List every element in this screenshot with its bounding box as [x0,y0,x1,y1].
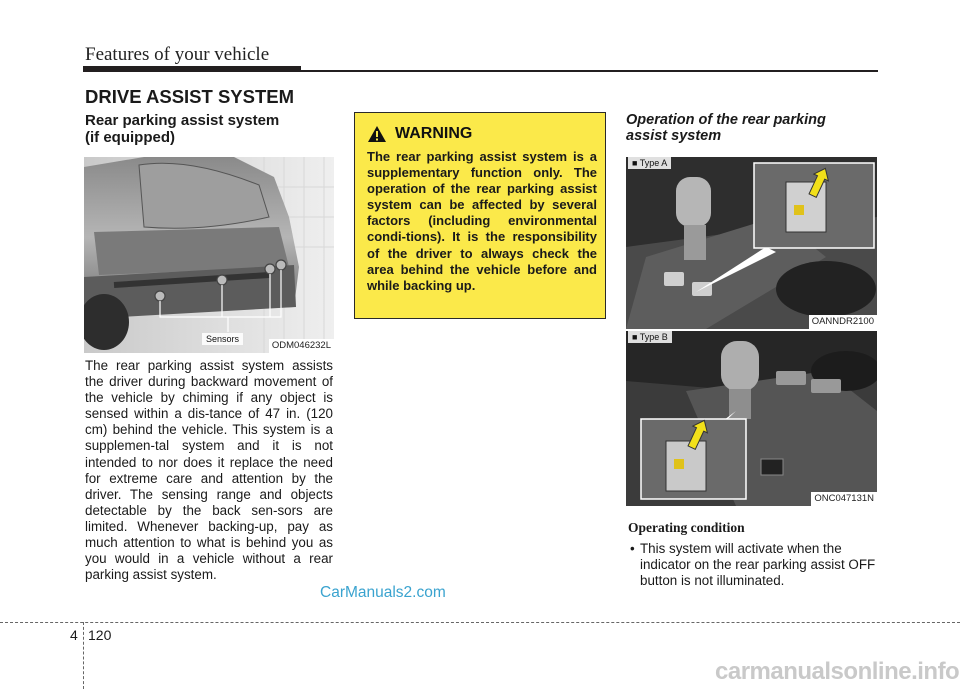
rear-parking-assist-heading: Rear parking assist system (if equipped) [85,112,280,146]
type-a-console-illustration [626,157,877,329]
section-title: DRIVE ASSIST SYSTEM [85,86,295,107]
type-b-console-image [626,331,877,506]
operating-condition-heading: Operating condition [628,520,745,535]
chapter-number: 4 [70,627,78,643]
type-b-label: ■ Type B [628,331,672,343]
header-rule [83,70,878,72]
image-caption: OANNDR2100 [809,315,877,329]
type-a-label: ■ Type A [628,157,671,169]
footer-separator [83,622,84,689]
bullet-marker: • [630,541,635,556]
warning-triangle-icon [367,125,387,143]
rear-bumper-sensors-image [84,157,334,353]
operation-heading: Operation of the rear parking assist system [626,112,826,144]
watermark-link[interactable]: CarManuals2.com [320,584,446,601]
chapter-header-title: Features of your vehicle [85,44,270,65]
footer-rule [0,622,960,623]
image-caption: ODM046232L [269,339,334,353]
list-item [628,541,880,589]
warning-header [367,125,472,143]
list-item-text: This system will activate when the indicator on the rear parking assist OFF button is not illuminated. [640,541,876,589]
watermark-text: carmanualsonline.info [715,658,960,685]
warning-title: WARNING [395,125,473,142]
warning-text: The rear parking assist system is a supplementary function only. The operation of the rear parking assist system can be affected by several factors (including environmental condi-tions). It is the responsibility of the driver to always check the area behind the vehicle before and while backing up. [367,149,597,293]
type-b-console-illustration [626,331,877,506]
rear-bumper-illustration [84,157,334,353]
type-a-console-image [626,157,877,329]
page-number: 120 [88,627,112,643]
sensors-label: Sensors [202,333,243,345]
image-caption: ONC047131N [811,492,877,506]
rear-parking-assist-description: The rear parking assist system assists the driver during backward movement of the vehicle by chiming if any object is sensed within a dis-tance of 47 in. (120 cm) behind the vehicle. This system is a supplemen-tal system and it is not intended to nor does it replace the need for extreme care and attention by the driver. The sensing range and objects detectable by the back sen-sors are limited. Whenever backing-up, pay as much attention to what is behind you as you would in a vehicle without a rear parking assist system. [85,358,333,583]
warning-box [354,112,606,319]
